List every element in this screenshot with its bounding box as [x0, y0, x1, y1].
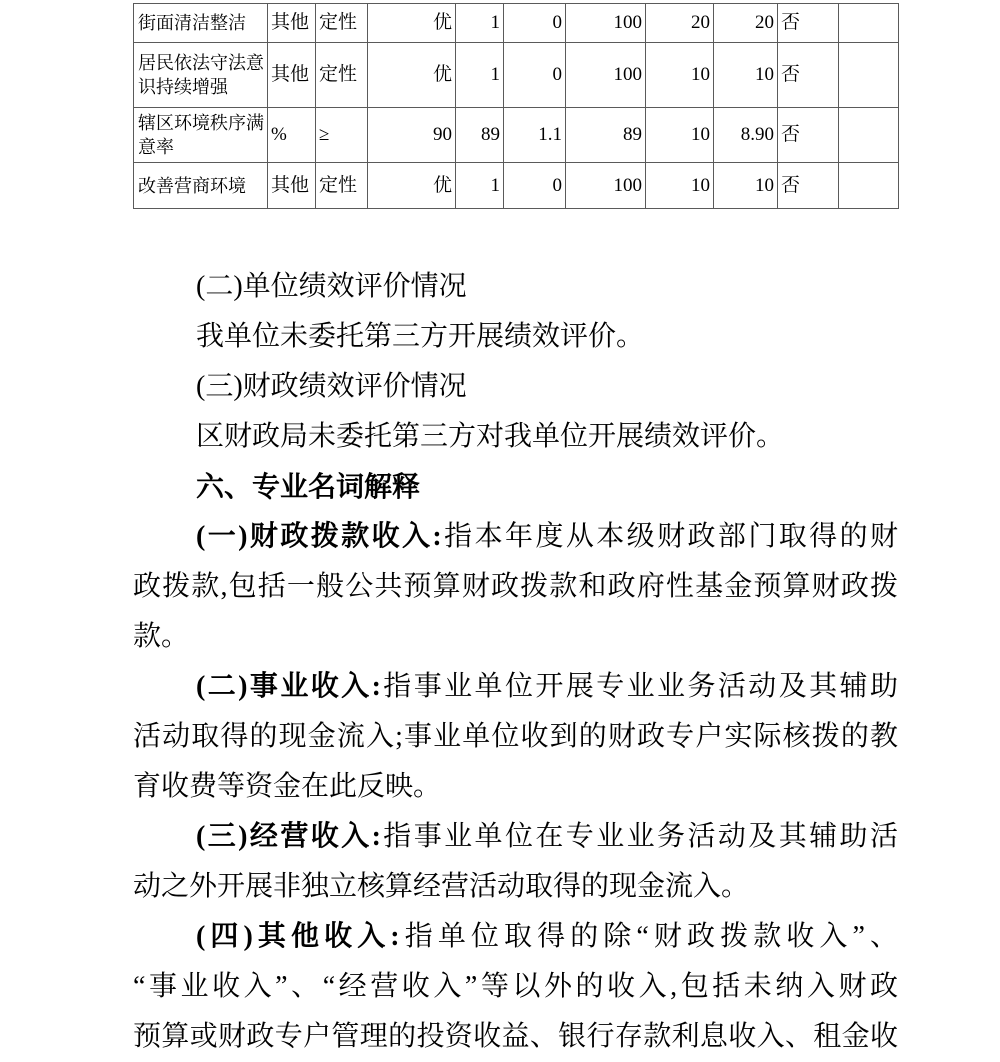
table-cell: 10: [646, 163, 714, 209]
section-heading-6: [133, 462, 898, 512]
performance-table-body: [134, 4, 899, 209]
table-cell: 8.90: [714, 108, 778, 163]
table-cell: 89: [566, 108, 646, 163]
table-cell: [839, 4, 899, 43]
term-label: (三)经营收入:: [196, 821, 381, 852]
document-body: [133, 262, 898, 1062]
subsection-heading-3: [133, 362, 898, 412]
table-cell: 辖区环境秩序满意率: [134, 108, 268, 163]
line-text: 指事业单位开展专业业务活动及其辅助: [380, 671, 898, 702]
term-definition-line: [133, 962, 898, 1012]
line-text: 指单位取得的除“财政拨款收入”、: [399, 921, 898, 952]
table-cell: 10: [646, 43, 714, 108]
term-definition-line: [133, 712, 898, 762]
table-cell: 优: [368, 163, 456, 209]
line-text: 六、专业名词解释: [196, 471, 421, 502]
table-cell: 其他: [268, 4, 316, 43]
table-cell: 定性: [316, 43, 368, 108]
table-cell: 改善营商环境: [134, 163, 268, 209]
term-definition-line: [133, 762, 898, 812]
table-cell: 1: [456, 43, 504, 108]
table-cell: 89: [456, 108, 504, 163]
term-label: (四)其他收入:: [196, 921, 400, 952]
table-cell: 否: [778, 43, 839, 108]
table-cell: 1.1: [504, 108, 566, 163]
table-cell: 否: [778, 163, 839, 209]
table-cell: 居民依法守法意识持续增强: [134, 43, 268, 108]
table-cell: 10: [646, 108, 714, 163]
term-definition-line: [133, 612, 898, 662]
table-row: [134, 163, 899, 209]
performance-indicator-table: [133, 3, 899, 209]
table-cell: 优: [368, 43, 456, 108]
line-text: 预算或财政专户管理的投资收益、银行存款利息收入、租金收: [133, 1021, 898, 1052]
paragraph-line: [133, 312, 898, 362]
term-definition-line: [133, 562, 898, 612]
table-cell: 20: [646, 4, 714, 43]
line-text: “事业收入”、“经营收入”等以外的收入,包括未纳入财政: [133, 971, 898, 1002]
table-cell: 100: [566, 4, 646, 43]
table-cell: [839, 163, 899, 209]
table-cell: %: [268, 108, 316, 163]
table-cell: ≥: [316, 108, 368, 163]
table-row: [134, 108, 899, 163]
table-cell: 其他: [268, 163, 316, 209]
table-cell: 100: [566, 43, 646, 108]
table-cell: 定性: [316, 163, 368, 209]
table-cell: 100: [566, 163, 646, 209]
line-text: 区财政局未委托第三方对我单位开展绩效评价。: [196, 421, 785, 452]
line-text: 指本年度从本级财政部门取得的财: [441, 521, 898, 552]
table-cell: 其他: [268, 43, 316, 108]
table-cell: 20: [714, 4, 778, 43]
term-definition-line: [133, 862, 898, 912]
term-definition-line: [133, 1012, 898, 1062]
table-cell: 10: [714, 43, 778, 108]
table-cell: 0: [504, 163, 566, 209]
table-cell: 10: [714, 163, 778, 209]
table-cell: 否: [778, 108, 839, 163]
line-text: 指事业单位在专业业务活动及其辅助活: [380, 821, 898, 852]
table-cell: 1: [456, 163, 504, 209]
table-cell: 1: [456, 4, 504, 43]
subsection-heading-2: [133, 262, 898, 312]
table-cell: 街面清洁整洁: [134, 4, 268, 43]
term-definition-line: [133, 662, 898, 712]
line-text: (二)单位绩效评价情况: [196, 271, 467, 302]
table-cell: 0: [504, 43, 566, 108]
term-definition-line: [133, 512, 898, 562]
term-label: (一)财政拨款收入:: [196, 521, 442, 552]
table-row: [134, 43, 899, 108]
table-cell: [839, 108, 899, 163]
term-definition-line: [133, 812, 898, 862]
table-cell: 0: [504, 4, 566, 43]
line-text: 我单位未委托第三方开展绩效评价。: [196, 321, 645, 352]
term-label: (二)事业收入:: [196, 671, 381, 702]
line-text: (三)财政绩效评价情况: [196, 371, 467, 402]
table-cell: 定性: [316, 4, 368, 43]
table-cell: 否: [778, 4, 839, 43]
term-definition-line: [133, 912, 898, 962]
table-cell: 90: [368, 108, 456, 163]
line-text: 款。: [133, 621, 190, 652]
table-row: [134, 4, 899, 43]
line-text: 活动取得的现金流入;事业单位收到的财政专户实际核拨的教: [133, 721, 898, 752]
line-text: 动之外开展非独立核算经营活动取得的现金流入。: [133, 871, 750, 902]
paragraph-line: [133, 412, 898, 462]
table-cell: [839, 43, 899, 108]
line-text: 政拨款,包括一般公共预算财政拨款和政府性基金预算财政拨: [133, 571, 898, 602]
table-cell: 优: [368, 4, 456, 43]
line-text: 育收费等资金在此反映。: [133, 771, 442, 802]
